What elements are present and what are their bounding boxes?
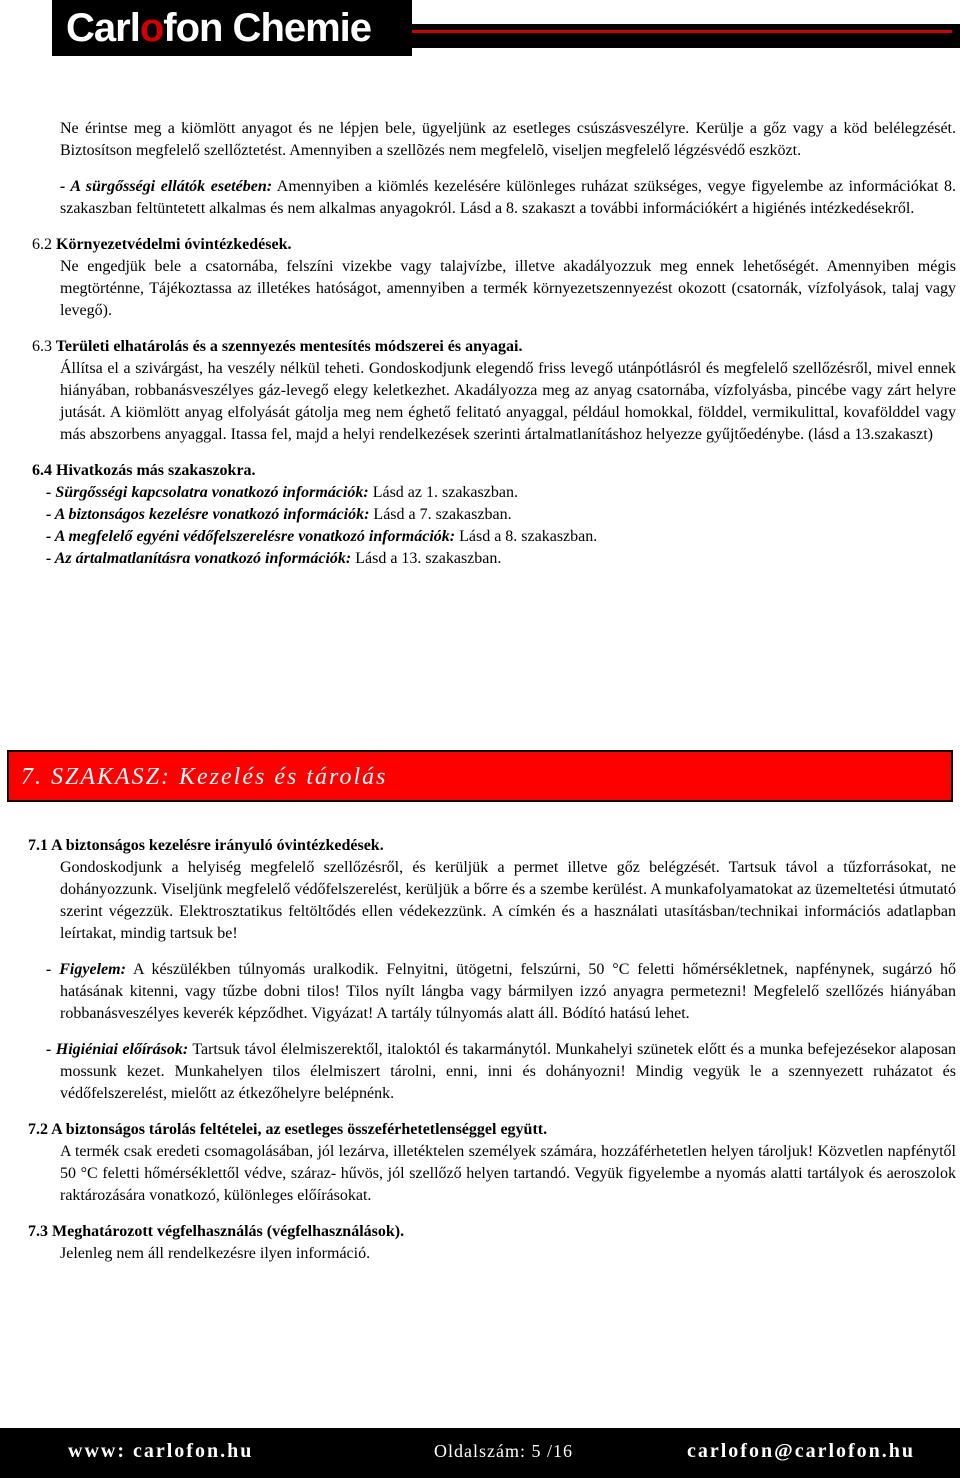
footer-website: www: carlofon.hu <box>68 1440 254 1462</box>
section-6-4-heading <box>32 460 956 482</box>
reference-item <box>46 482 956 504</box>
section-7-1-number: 7.1 <box>28 837 48 854</box>
reference-label: - Az ártalmatlanításra vonatkozó információk: <box>46 550 352 567</box>
section-6-3-text: Állítsa el a szivárgást, ha veszély nélkül teheti. Gondoskodjunk elegendő friss levegő utánpótlásról és megfelelő szellőzésről, mivel ennek hiányában, robbanásveszélyes gáz-levegő elegy keletkezhet. Akadályozza meg az anyag csatornába, vízfolyásba, pincébe vagy zárt helyre jutását. A kiömlött anyag elfolyását gátolja meg nem éghető felitató anyaggal, például homokkal, földdel, vermikulittal, kovafölddel vagy más abszorbens anyaggal. Itassa fel, majd a helyi rendelkezések szerinti ártalmatlanításhoz helyezze gyűjtőedénybe. (lásd a 13.szakaszt) <box>60 360 956 443</box>
section-7-2-number: 7.2 <box>28 1121 48 1138</box>
company-logo <box>52 0 412 56</box>
section-6-3-title: Területi elhatárolás és a szennyezés mentesítés módszerei és anyagai. <box>52 338 523 355</box>
header-red-line <box>412 30 952 33</box>
footer-email: carlofon@carlofon.hu <box>687 1440 916 1462</box>
reference-label: - A megfelelő egyéni védőfelszerelésre vonatkozó információk: <box>46 528 456 545</box>
section-7-1-heading <box>28 835 956 857</box>
warning-text: A készülékben túlnyomás uralkodik. Felnyitni, ütögetni, felszúrni, 50 °C feletti hőmérsékletnek, napfénynek, sugárzó hő hatásának kitenni, vagy tűzbe dobni tilos! Tilos nyílt lángba vagy bármilyen izzó anyagra permetezni! Megfelelő szellőzés hiányában robbanásveszélyes keverék képződhet. Vigyázat! A tartály túlnyomás alatt áll. Bódító hatású lehet. <box>60 961 957 1022</box>
section-7-2-title: A biztonságos tárolás feltételei, az esetleges összeférhetetlenséggel együtt. <box>48 1121 548 1138</box>
logo-text-carl: Carl <box>66 6 140 50</box>
section-6-3-heading <box>32 336 956 358</box>
reference-item <box>46 504 956 526</box>
section-6-2-number: 6.2 <box>32 236 52 253</box>
section-6-3-number: 6.3 <box>32 338 52 355</box>
reference-label: - Sürgősségi kapcsolatra vonatkozó információk: <box>46 484 369 501</box>
reference-text: Lásd az 1. szakaszban. <box>368 484 518 501</box>
section-7-banner <box>7 750 953 802</box>
page-footer <box>0 1428 960 1478</box>
logo-text-fon-chemie: fon Chemie <box>163 6 372 50</box>
section-6-content <box>32 118 957 570</box>
section-7-banner-title: 7. SZAKASZ: Kezelés és tárolás <box>21 764 388 790</box>
section-7-3-number: 7.3 <box>28 1223 48 1240</box>
page-header <box>0 0 960 64</box>
reference-label: - A biztonságos kezelésre vonatkozó információk: <box>46 506 370 523</box>
hygiene-text: Tartsuk távol élelmiszerektől, italoktól és takarmánytól. Munkahelyi szünetek előtt és a munka befejezésekor alaposan mossunk kezet. Munkahelyen tilos élelmiszert tárolni, enni, inni és dohányozni! Mindig vegyük le a szennyezett ruházatot és védőfelszerelést, mielőtt az étkezőhelyre belépnénk. <box>60 1041 957 1102</box>
section-7-3-text: Jelenleg nem áll rendelkezésre ilyen információ. <box>60 1245 371 1262</box>
hygiene-paragraph <box>46 1039 957 1105</box>
reference-item <box>46 548 956 570</box>
reference-text: Lásd a 8. szakaszban. <box>455 528 598 545</box>
emergency-label: - A sürgősségi ellátók esetében: <box>60 178 273 195</box>
header-bar <box>412 24 960 48</box>
hygiene-label: - Higiéniai előírások: <box>46 1041 189 1058</box>
section-6-2-heading <box>32 234 956 256</box>
section-7-1-text: Gondoskodjunk a helyiség megfelelő szellőzésről, és kerüljük a permet illetve gőz belégzését. Tartsuk távol a tűzforrásokat, ne dohányozzunk. Viseljünk megfelelő védőfelszerelést, kerüljük a bőrre és a szembe kerülést. A munkafolyamatokat az üzemeltetési útmutató szerint végezzük. Elektrosztatikus feltöltődés ellen védekezzünk. A címkén és a használati utasításban/technikai információs adatlapban leírtakat, mindig tartsuk be! <box>60 859 956 942</box>
reference-item <box>46 526 956 548</box>
section-6-4-number: 6.4 <box>32 462 52 479</box>
warning-label: - Figyelem: <box>46 961 126 978</box>
emergency-responders-paragraph <box>60 176 956 220</box>
reference-text: Lásd a 13. szakaszban. <box>351 550 502 567</box>
section-7-3-title: Meghatározott végfelhasználás (végfelhasználások). <box>48 1223 405 1240</box>
reference-text: Lásd a 7. szakaszban. <box>369 506 512 523</box>
section-7-content <box>28 835 957 1265</box>
section-7-3-heading <box>28 1221 956 1243</box>
section-6-4-title: Hivatkozás más szakaszokra. <box>52 462 256 479</box>
logo-text-o: o <box>139 6 164 50</box>
section-6-2-text: Ne engedjük bele a csatornába, felszíni vizekbe vagy talajvízbe, illetve akadályozzuk meg ennek lehetőségét. Amennyiben mégis megtörténne, Tájékoztassa az illetékes hatóságot, amennyiben a termék környezetszennyezést okozott (csatornák, vízfolyások, talaj vagy levegő). <box>60 258 956 319</box>
footer-page-number: Oldalszám: 5 /16 <box>434 1441 573 1461</box>
section-7-1-title: A biztonságos kezelésre irányuló óvintézkedések. <box>48 837 384 854</box>
emergency-text: Amennyiben a kiömlés kezelésére különleges ruházat szükséges, vegye figyelembe az információkat 8. szakaszban feltüntetett alkalmas és nem alkalmas anyagokról. Lásd a 8. szakaszt a további információkért a higiénés intézkedésekről. <box>60 178 957 217</box>
warning-paragraph <box>46 959 957 1025</box>
section-6-2-title: Környezetvédelmi óvintézkedések. <box>52 236 292 253</box>
section-7-2-heading <box>28 1119 956 1141</box>
section-6-1-paragraph: Ne érintse meg a kiömlött anyagot és ne lépjen bele, ügyeljünk az esetleges csúszásveszélyre. Kerülje a gőz vagy a köd belélegzését. Biztosítson megfelelő szellőztetést. Amennyiben a szellõzés nem megfelelõ, viseljen megfelelő légzésvédő eszközt. <box>60 120 956 159</box>
section-7-2-text: A termék csak eredeti csomagolásában, jól lezárva, illetéktelen személyek számára, hozzáférhetetlen helyen tároljuk! Közvetlen napfénytől 50 °C feletti hőmérséklettől védve, száraz- hűvös, jól szellőző helyen tartandó. Vegyük figyelembe a nyomás alatti tartályok és aeroszolok raktározására vonatkozó, különleges előírásokat. <box>60 1143 956 1204</box>
